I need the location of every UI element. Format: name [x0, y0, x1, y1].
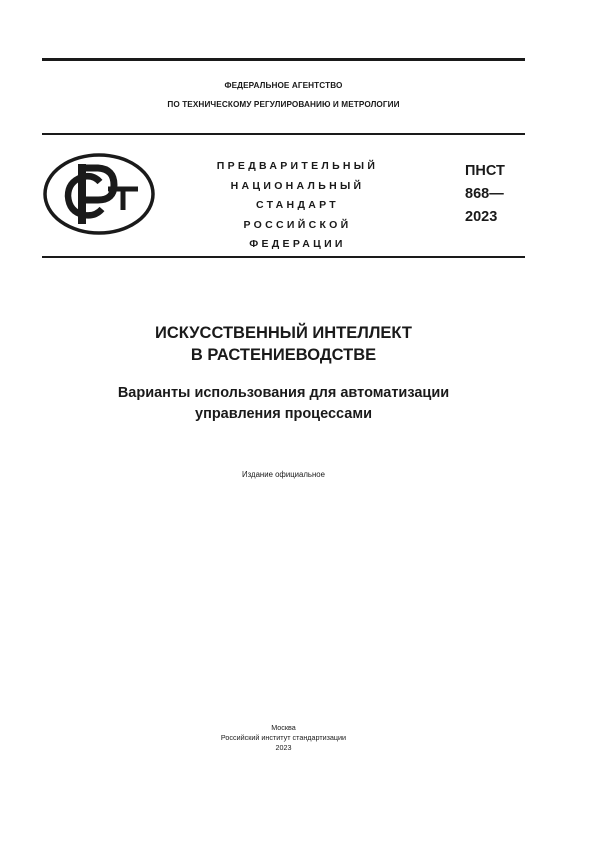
- standard-designation-code: ПНСТ: [465, 163, 505, 179]
- document-title: [42, 322, 525, 366]
- standard-type-line: НАЦИОНАЛЬНЫЙ: [230, 179, 365, 192]
- middle-divider: [42, 133, 525, 135]
- standard-type: [190, 157, 405, 255]
- standard-designation: [465, 160, 505, 229]
- standard-type-line: ФЕДЕРАЦИИ: [249, 238, 346, 250]
- edition-note: Издание официальное: [242, 470, 325, 479]
- standard-year: 2023: [465, 209, 498, 225]
- agency-name-line1: ФЕДЕРАЛЬНОЕ АГЕНТСТВО: [224, 81, 343, 90]
- top-divider: [42, 58, 525, 61]
- imprint: [42, 723, 525, 753]
- document-title-line2: В РАСТЕНИЕВОДСТВЕ: [190, 346, 377, 364]
- standard-type-line: СТАНДАРТ: [256, 199, 339, 211]
- standard-type-line: ПРЕДВАРИТЕЛЬНЫЙ: [216, 160, 379, 172]
- standard-type-line: РОССИЙСКОЙ: [243, 218, 352, 231]
- imprint-city: Москва: [271, 723, 296, 732]
- imprint-year: 2023: [275, 743, 292, 752]
- imprint-publisher: Российский институт стандартизации: [220, 733, 347, 742]
- gost-r-logo-icon: [42, 152, 156, 236]
- bottom-divider: [42, 256, 525, 258]
- document-subtitle: [42, 383, 525, 425]
- document-subtitle-line1: Варианты использования для автоматизации: [117, 385, 450, 401]
- standard-number: 868—: [465, 186, 504, 202]
- document-title-line1: ИСКУССТВЕННЫЙ ИНТЕЛЛЕКТ: [155, 324, 412, 342]
- agency-name-line2: ПО ТЕХНИЧЕСКОМУ РЕГУЛИРОВАНИЮ И МЕТРОЛОГИИ: [167, 100, 400, 109]
- document-subtitle-line2: управления процессами: [195, 406, 372, 422]
